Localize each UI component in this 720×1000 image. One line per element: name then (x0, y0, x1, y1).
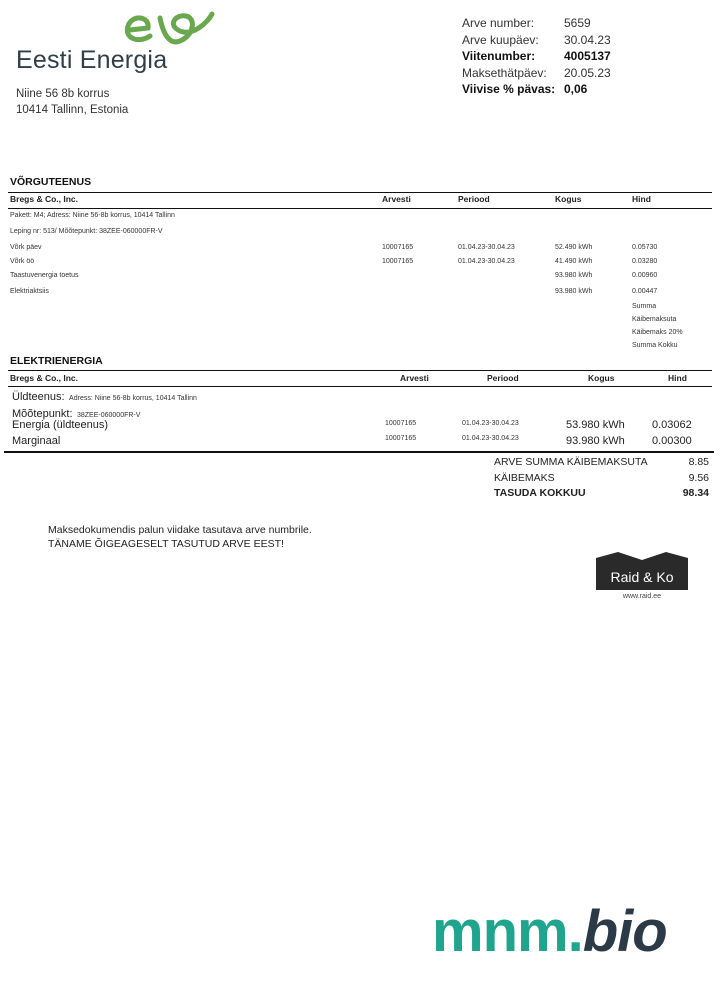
late-fee-label: Viivise % pävas: (462, 82, 556, 97)
table-row (0, 419, 720, 435)
watermark (432, 898, 667, 965)
vat-label: KÄIBEMAKS (494, 471, 555, 484)
electricity-section-title: ELEKTRIENERGIA (10, 355, 103, 367)
table-row (0, 258, 720, 272)
customer-address (16, 86, 128, 118)
row-meter: 10007165 (382, 258, 414, 265)
row-name: Võrk päev (10, 244, 42, 251)
eesti-energia-logo-mark-icon (120, 8, 216, 48)
invoice-date: 30.04.23 (564, 32, 611, 47)
reference-number: 4005137 (564, 49, 611, 64)
invoice-number-label: Arve number: (462, 16, 535, 30)
row-name: Energia (üldteenus) (12, 419, 109, 431)
row-period: 01.04.23-30.04.23 (458, 244, 515, 251)
electricity-bottom-rule (4, 451, 714, 453)
raid-ko-logo-icon (596, 552, 688, 590)
network-header-bottom-rule (8, 208, 712, 209)
electricity-qty-header: Kogus (588, 373, 615, 383)
row-period: 01.04.23-30.04.23 (462, 435, 519, 442)
network-qty-header: Kogus (555, 194, 582, 204)
row-qty: 93.980 kWh (566, 435, 625, 447)
invoice-meta (462, 15, 611, 98)
row-period: 01.04.23-30.04.23 (462, 420, 519, 427)
net-total-label: ARVE SUMMA KÄIBEMAKSUTA (494, 456, 648, 468)
row-period: 01.04.23-30.04.23 (458, 258, 515, 265)
vat-total: 9.56 (688, 471, 709, 484)
network-summary-labels (632, 300, 683, 352)
row-qty: 93.980 kWh (555, 272, 593, 279)
address-line-2: 10414 Tallinn, Estonia (16, 104, 129, 116)
summary-vat-label: Käibemaks 20% (632, 329, 683, 336)
row-price: 0.00960 (632, 272, 658, 279)
due-date: 20.05.23 (564, 65, 611, 80)
row-meter: 10007165 (385, 435, 417, 442)
network-section-title: VÕRGUTEENUS (10, 176, 92, 188)
late-fee: 0,06 (564, 82, 588, 97)
row-meter: 10007165 (382, 244, 414, 251)
network-header-top-rule (8, 192, 712, 193)
network-info-package: Pakett: M4; Adress: Niine 56-8b korrus, 10414 Tallinn (10, 212, 175, 219)
raid-ko-name: Raid & Ko (610, 569, 674, 585)
watermark-part-2: bio (582, 899, 667, 964)
summary-total-label: Summa Kokku (632, 342, 678, 349)
service-label: Üldteenus: (12, 391, 65, 403)
table-row (0, 244, 720, 258)
network-info-contract: Leping nr: 513/ Mõõtepunkt: 38ZEE-060000FR-V (10, 228, 163, 235)
row-qty: 53.980 kWh (566, 419, 625, 431)
network-company-header: Bregs & Co., Inc. (10, 194, 79, 204)
grand-total: 98.34 (682, 487, 709, 499)
net-total: 8.85 (688, 456, 709, 468)
invoice-date-label: Arve kuupäev: (462, 32, 539, 47)
service-value: Adress: Niine 56-8b korrus, 10414 Tallinn (69, 395, 197, 402)
row-name: Võrk öö (10, 258, 35, 265)
row-meter: 10007165 (385, 420, 417, 427)
due-date-label: Maksethätpäev: (462, 65, 547, 80)
network-period-header: Periood (458, 194, 490, 204)
grand-total-label: TASUDA KOKKUU (494, 487, 586, 499)
row-price: 0.00300 (652, 435, 692, 447)
point-value: 38ZEE-060000FR-V (77, 412, 141, 419)
logo-wordmark: Eesti Energia (16, 46, 168, 74)
address-line-1: Niine 56 8b korrus (16, 88, 110, 100)
row-price: 0.00447 (632, 288, 658, 295)
row-name: Marginaal (12, 435, 61, 447)
electricity-price-header: Hind (668, 373, 687, 383)
electricity-meter-header: Arvesti (400, 373, 429, 383)
raid-url: www.raid.ee (622, 593, 662, 600)
row-qty: 41.490 kWh (555, 258, 593, 265)
payment-note (48, 523, 312, 551)
electricity-table-header (0, 373, 720, 387)
row-name: Elektriaktsiis (10, 288, 49, 295)
row-qty: 52.490 kWh (555, 244, 593, 251)
table-row (0, 288, 720, 302)
electricity-company-header: Bregs & Co., Inc. (10, 373, 79, 383)
network-rows (0, 244, 720, 304)
network-price-header: Hind (632, 194, 651, 204)
electricity-service-line (12, 387, 197, 405)
electricity-rows (0, 419, 720, 451)
invoice-totals (494, 455, 709, 502)
invoice-number: 5659 (564, 16, 591, 30)
summary-net-label: Käibemaksuta (632, 316, 677, 323)
row-price: 0.03280 (632, 258, 658, 265)
table-row (0, 435, 720, 451)
payment-note-line-2: TÄNAME ÕIGEAGESELT TASUTUD ARVE EEST! (48, 538, 284, 550)
network-meter-header: Arvesti (382, 194, 411, 204)
network-table-header (0, 194, 720, 208)
watermark-part-1: mnm. (432, 899, 583, 964)
point-label: Mõõtepunkt: (12, 408, 73, 420)
table-row (0, 272, 720, 286)
electricity-header-top-rule (8, 370, 712, 371)
raid-ko-logo (596, 552, 688, 590)
row-qty: 93.980 kWh (555, 288, 593, 295)
summary-sum-label: Summa (632, 303, 657, 310)
electricity-period-header: Periood (487, 373, 519, 383)
reference-number-label: Viitenumber: (462, 49, 536, 64)
payment-note-line-1: Maksedokumendis palun viidake tasutava arve numbrile. (48, 524, 312, 536)
row-name: Taastuvenergia toetus (10, 272, 79, 279)
row-price: 0.05730 (632, 244, 658, 251)
eesti-energia-logo (16, 8, 216, 78)
row-price: 0.03062 (652, 419, 692, 431)
